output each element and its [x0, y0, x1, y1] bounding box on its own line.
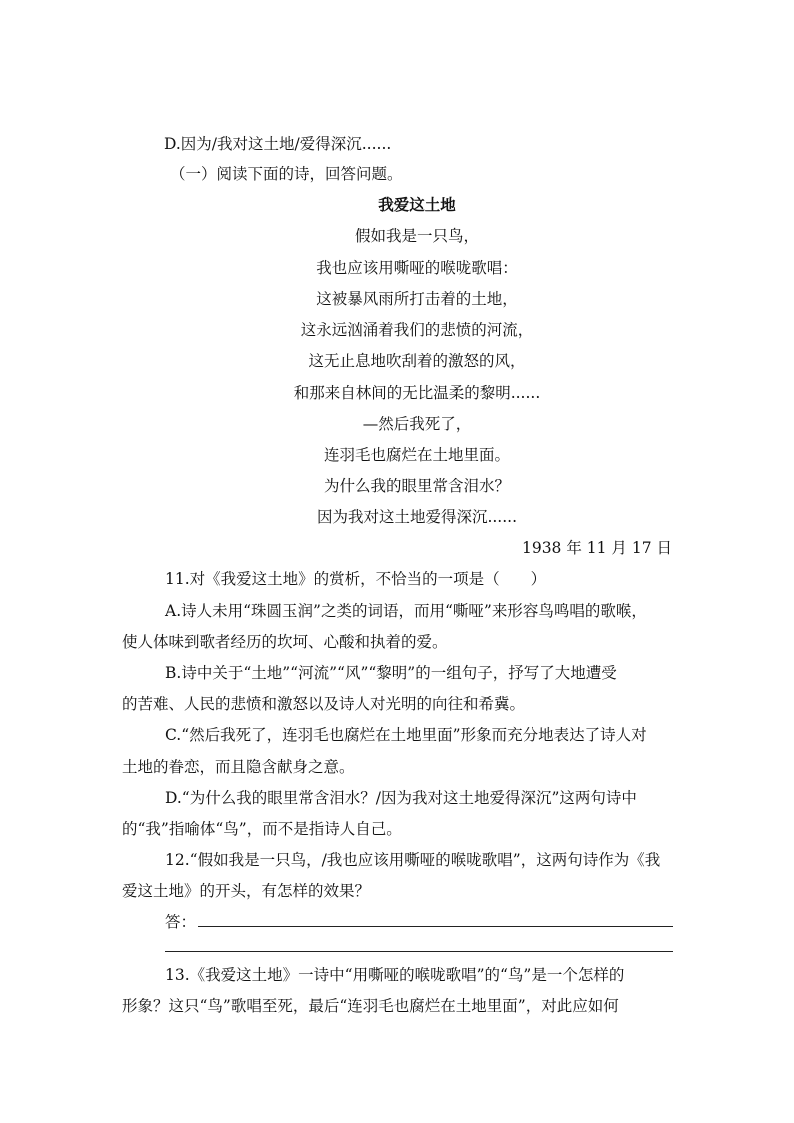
poem-line: 因为我对这土地爱得深沉......: [316, 508, 518, 526]
question-11-option-d-cont: 的“我”指喻体“鸟”，而不是指诗人自己。: [122, 820, 402, 838]
answer-line[interactable]: [165, 951, 673, 952]
poem-line: 和那来自林间的无比温柔的黎明......: [293, 384, 541, 402]
poem-line: 这永远汹涌着我们的悲愤的河流，: [300, 321, 534, 339]
poem-date: 1938 年 11 月 17 日: [521, 539, 672, 557]
question-12-stem: 12.“假如我是一只鸟，/我也应该用嘶哑的喉咙歌唱”，这两句诗作为《我: [165, 851, 661, 869]
question-11-option-b-cont: 的苦难、人民的悲愤和激怒以及诗人对光明的向往和希冀。: [122, 695, 526, 713]
poem-title: 我爱这土地: [378, 195, 456, 214]
poem-line: 连羽毛也腐烂在土地里面。: [323, 446, 510, 464]
poem-line: 这被暴风雨所打击着的土地，: [316, 290, 518, 308]
question-12-stem-cont: 爱这土地》的开头，有怎样的效果？: [122, 882, 371, 900]
question-11-stem: 11.对《我爱这土地》的赏析，不恰当的一项是（ ）: [165, 570, 547, 588]
question-11-option-a-cont: 使人体味到歌者经历的坎坷、心酸和执着的爱。: [122, 633, 448, 651]
question-11-option-a: A.诗人未用“珠圆玉润”之类的词语，而用“嘶哑”来形容鸟鸣唱的歌喉，: [165, 602, 647, 620]
poem-line: 我也应该用嘶哑的喉咙歌唱：: [316, 259, 518, 277]
section-intro: （一）阅读下面的诗，回答问题。: [170, 165, 403, 183]
question-11-option-b: B.诗中关于“土地”“河流”“风”“黎明”的一组句子，抒写了大地遭受: [165, 664, 617, 682]
question-11-option-c: C.“然后我死了，连羽毛也腐烂在土地里面”形象而充分地表达了诗人对: [165, 726, 647, 744]
question-13-stem-cont: 形象？这只“鸟”歌唱至死，最后“连羽毛也腐烂在土地里面”，对此应如何: [122, 997, 619, 1015]
poem-line: —然后我死了，: [362, 415, 472, 433]
question-13-stem: 13.《我爱这土地》一诗中“用嘶哑的喉咙歌唱”的“鸟”是一个怎样的: [165, 966, 625, 984]
poem-line: 为什么我的眼里常含泪水？: [323, 477, 510, 495]
question-11-option-c-cont: 土地的眷恋，而且隐含献身之意。: [122, 758, 355, 776]
answer-line[interactable]: [198, 926, 673, 927]
poem-line: 假如我是一只鸟，: [354, 227, 479, 245]
poem-line: 这无止息地吹刮着的激怒的风，: [308, 352, 526, 370]
previous-option-d: D.因为/我对这土地/爱得深沉......: [164, 135, 392, 153]
answer-label: 答：: [165, 913, 197, 931]
question-11-option-d: D.“为什么我的眼里常含泪水？/因为我对这土地爱得深沉”这两句诗中: [165, 789, 637, 807]
